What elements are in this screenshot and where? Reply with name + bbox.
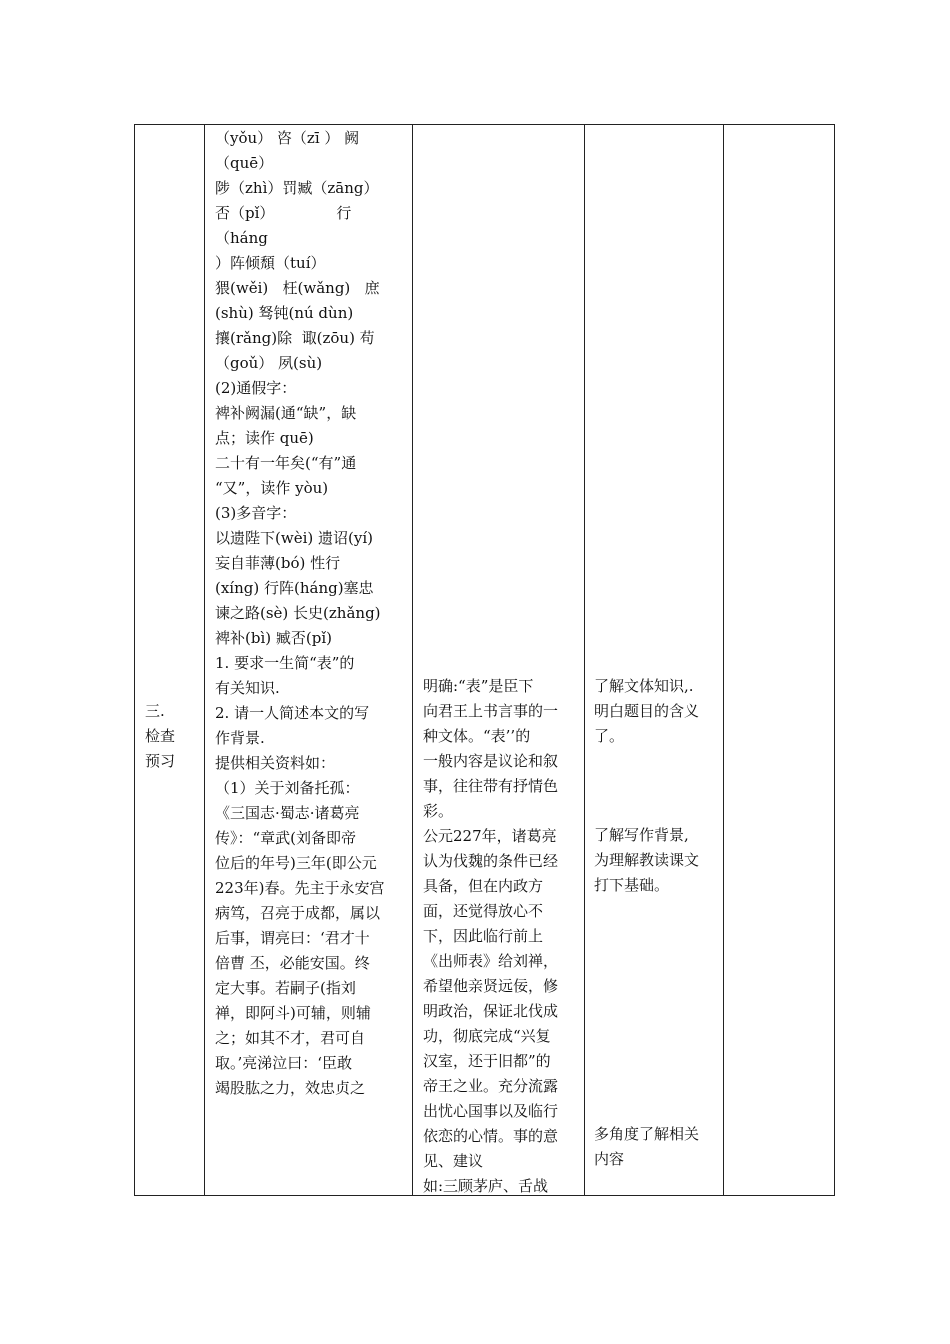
explanation-line: 认为伐魏的条件已经 [423, 852, 559, 870]
activity-line: 否（pǐ） 行 [215, 204, 352, 222]
intent-line: 为理解教读课文 [594, 851, 700, 869]
explanation-line: 种文体。“表’’的 [423, 727, 531, 745]
explanation-line: 彩。 [423, 802, 454, 820]
activity-line: （yǒu） 咨（zī ） 阙 [215, 129, 360, 147]
intent-line: 打下基础。 [594, 876, 670, 894]
activity-line: 定大事。若嗣子(指刘 [215, 979, 356, 997]
explanation-line: 见、建议 [423, 1152, 484, 1170]
activity-line: 猥(wěi) 枉(wǎng) 庶 [215, 279, 380, 297]
activity-line: 作背景. [215, 729, 265, 747]
activity-line: (shù) 驽钝(nú dùn) [215, 304, 354, 322]
explanation-line: 汉室，还于旧都”的 [423, 1052, 551, 1070]
activity-line: 禅，即阿斗)可辅，则辅 [215, 1004, 371, 1022]
activity-line: 裨补阙漏(通“缺”，缺 [215, 404, 357, 422]
intent-group [594, 1122, 722, 1172]
activity-line: 攘(rǎng)除 诹(zōu) 苟 [215, 329, 375, 347]
activity-line: 传》：“章武(刘备即帝 [215, 829, 357, 847]
intent-cell [594, 674, 722, 1168]
activity-line: ）阵倾頹（tuí） [215, 254, 326, 272]
explanation-line: 出忧心国事以及临行 [423, 1102, 559, 1120]
activity-line: 妄自菲薄(bó) 性行 [215, 554, 341, 572]
activity-line: “又”，读作 yòu) [215, 479, 329, 497]
explanation-line: 依恋的心情。事的意 [423, 1127, 559, 1145]
activity-line: 1. 要求一生简“表”的 [215, 654, 355, 672]
activity-line: 倍曹 丕，必能安国。终 [215, 954, 370, 972]
activity-line: 裨补(bì) 臧否(pǐ) [215, 629, 332, 647]
activity-line: 后事，谓亮曰：‘君才十 [215, 929, 370, 947]
explanation-line: 面，还觉得放心不 [423, 902, 544, 920]
activity-line: （quē） [215, 154, 274, 172]
intent-line: 明白题目的含义 [594, 702, 700, 720]
section-label-cell [145, 699, 201, 774]
explanation-line: 明确:“表”是臣下 [423, 677, 534, 695]
explanation-line: 一般内容是议论和叙 [423, 752, 559, 770]
intent-line: 了。 [594, 727, 625, 745]
explanation-line: 公元227年，诸葛亮 [423, 827, 557, 845]
section-label-line: 检查 [145, 727, 176, 745]
activity-line: 点；读作 quē) [215, 429, 314, 447]
column-divider [723, 125, 724, 1195]
activity-line: （1）关于刘备托孤： [215, 779, 360, 797]
column-divider [584, 125, 585, 1195]
activity-line: 提供相关资料如： [215, 754, 336, 772]
activity-line: 位后的年号)三年(即公元 [215, 854, 377, 872]
column-divider [412, 125, 413, 1195]
section-label-line: 三. [145, 702, 165, 720]
explanation-line: 明政治，保证北伐成 [423, 1002, 559, 1020]
activity-line: 竭股肱之力，效忠贞之 [215, 1079, 366, 1097]
activity-line: 以遗陛下(wèi) 遗诏(yí) [215, 529, 373, 547]
explanation-line: 下，因此临行前上 [423, 927, 544, 945]
activity-line: 有关知识. [215, 679, 280, 697]
intent-line: 多角度了解相关 [594, 1125, 700, 1143]
activity-line: (2)通假字： [215, 379, 297, 397]
activity-line: 陟（zhì）罚臧（zāng） [215, 179, 379, 197]
explanation-line: 希望他亲贤远佞，修 [423, 977, 559, 995]
activity-line: 之；如其不才，君可自 [215, 1029, 366, 1047]
explanation-line: 帝王之业。充分流露 [423, 1077, 559, 1095]
explanation-line: 具备，但在内政方 [423, 877, 544, 895]
explanation-cell [423, 674, 583, 1199]
intent-line: 了解写作背景, [594, 826, 689, 844]
activity-line: 223年)春。先主于永安宫 [215, 879, 385, 897]
activity-line: 二十有一年矣(“有”通 [215, 454, 357, 472]
activity-line: 《三国志·蜀志·诸葛亮 [215, 804, 360, 822]
explanation-line: 如:三顾茅庐、舌战 [423, 1177, 549, 1195]
activity-line: 取。’亮涕泣曰：‘臣敢 [215, 1054, 353, 1072]
intent-line: 内容 [594, 1150, 625, 1168]
activity-line: 病笃，召亮于成都，属以 [215, 904, 381, 922]
activity-line: （háng [215, 229, 268, 247]
activity-line: (xíng) 行阵(háng)塞忠 [215, 579, 374, 597]
column-divider [204, 125, 205, 1195]
intent-line: 了解文体知识,. [594, 677, 694, 695]
intent-group [594, 823, 722, 898]
activity-content-cell [215, 126, 410, 1101]
intent-group [594, 674, 722, 749]
section-label-line: 预习 [145, 752, 176, 770]
explanation-line: 功，彻底完成“兴复 [423, 1027, 551, 1045]
explanation-line: 向君王上书言事的一 [423, 702, 559, 720]
activity-line: 谏之路(sè) 长史(zhǎng) [215, 604, 381, 622]
lesson-plan-table [134, 124, 835, 1196]
explanation-line: 《出师表》给刘禅， [423, 952, 559, 970]
activity-line: (3)多音字： [215, 504, 297, 522]
activity-line: 2. 请一人简述本文的写 [215, 704, 370, 722]
activity-line: （goǔ） 夙(sù) [215, 354, 323, 372]
explanation-line: 事，往往带有抒情色 [423, 777, 559, 795]
